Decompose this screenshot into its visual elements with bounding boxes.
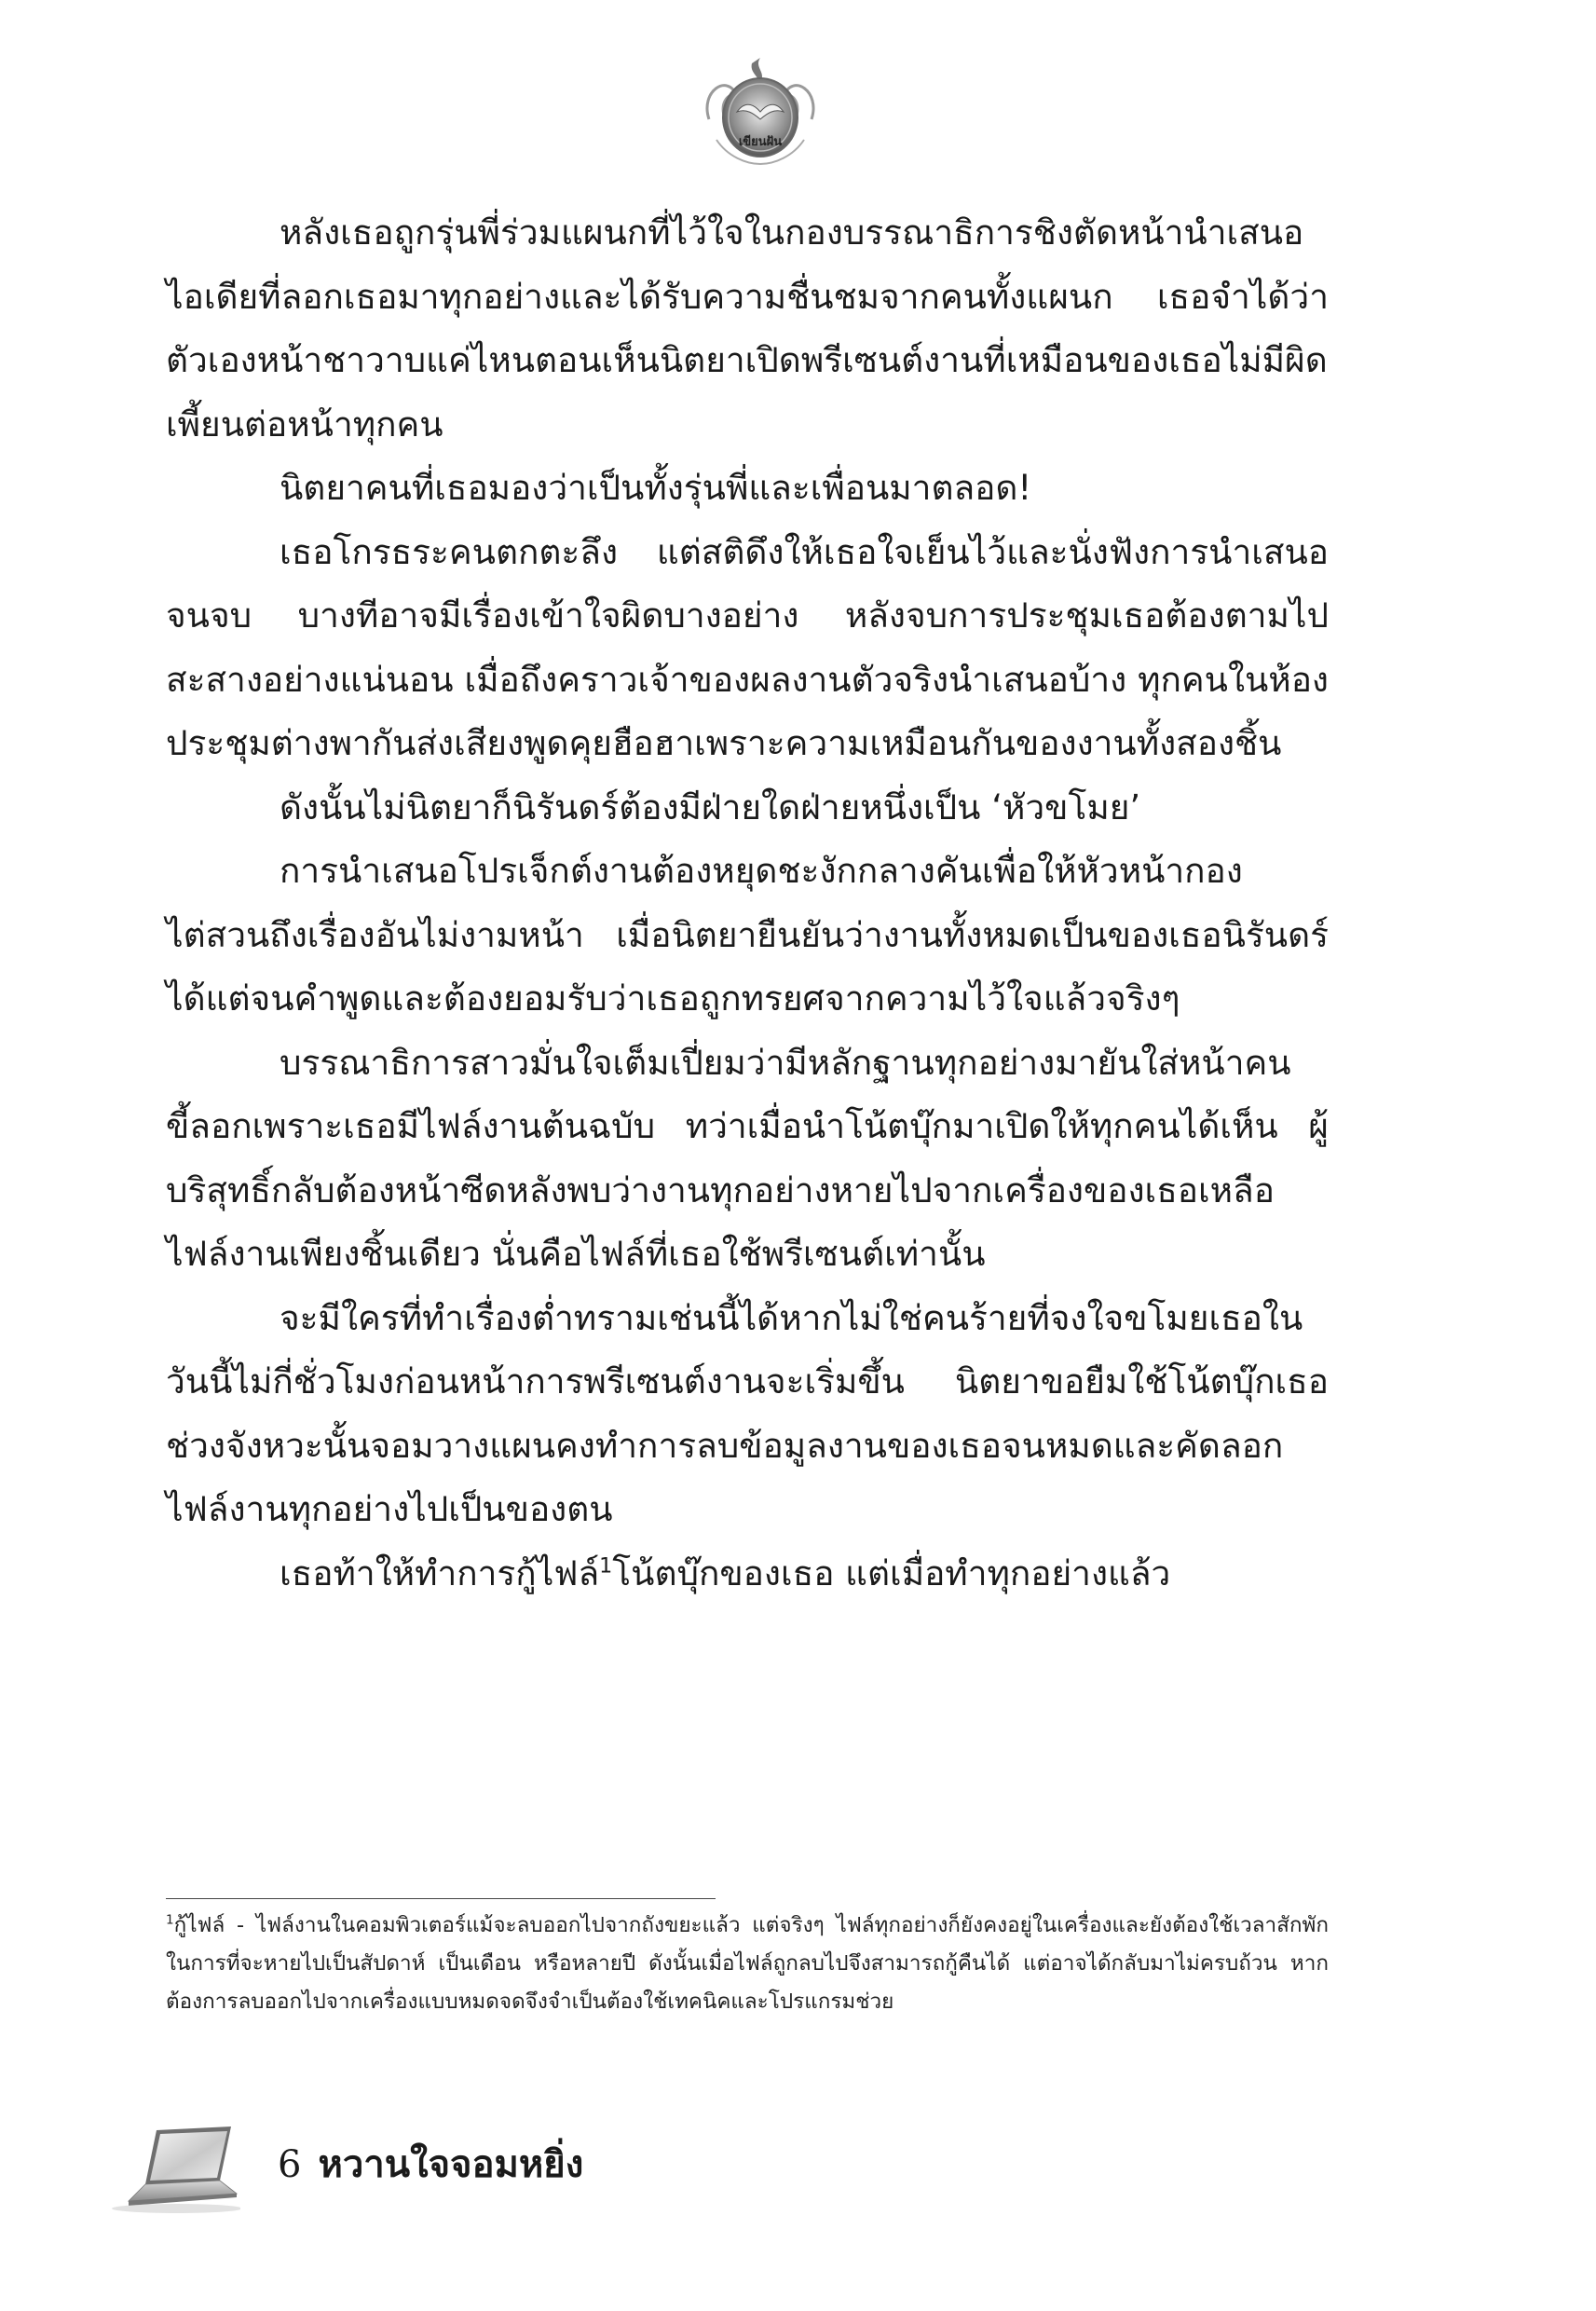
paragraph: นิตยาคนที่เธอมองว่าเป็นทั้งรุ่นพี่และเพื่อนมาตลอด! bbox=[280, 468, 1032, 508]
footnote bbox=[166, 1907, 1329, 2021]
book-title: หวานใจจอมหยิ่ง bbox=[318, 2143, 584, 2186]
paragraph: บรรณาธิการสาวมั่นใจเต็มเปี่ยมว่ามีหลักฐานทุกอย่างมายันใส่หน้าคนขี้ลอกเพราะเธอมีไฟล์งานต้นฉบับ ทว่าเมื่อนำโน้ตบุ๊กมาเปิดให้ทุกคนได้เห็น ผู้บริสุทธิ์กลับต้องหน้าซีดหลังพบว่างานทุกอย่างหายไปจากเครื่องของเธอเหลือไฟล์งานเพียงชิ้นเดียว นั่นคือไฟล์ที่เธอใช้พรีเซนต์เท่านั้น bbox=[166, 1042, 1329, 1274]
paragraph-text: เธอท้าให้ทำการกู้ไฟล์ bbox=[280, 1552, 600, 1593]
page-footer bbox=[278, 2137, 583, 2193]
paragraph: ดังนั้นไม่นิตยาก็นิรันดร์ต้องมีฝ่ายใดฝ่ายหนึ่งเป็น ‘หัวขโมย’ bbox=[280, 786, 1141, 827]
paragraph: การนำเสนอโปรเจ็กต์งานต้องหยุดชะงักกลางคันเพื่อให้หัวหน้ากองไต่สวนถึงเรื่องอันไม่งามหน้า เมื่อนิตยายืนยันว่างานทั้งหมดเป็นของเธอนิรันดร์ได้แต่จนคำพูดและต้องยอมรับว่าเธอถูกทรยศจากความไว้ใจแล้วจริงๆ bbox=[166, 851, 1329, 1019]
footnote-text: กู้ไฟล์ - ไฟล์งานในคอมพิวเตอร์แม้จะลบออกไปจากถังขยะแล้ว แต่จริงๆ ไฟล์ทุกอย่างก็ยังคงอยู่ในเครื่องและยังต้องใช้เวลาสักพักในการที่จะหายไปเป็นสัปดาห์ เป็นเดือน หรือหลายปี ดังนั้นเมื่อไฟล์ถูกลบไปจึงสามารถกู้คืนได้ แต่อาจได้กลับมาไม่ครบถ้วน หากต้องการลบออกไปจากเครื่องแบบหมดจดจึงจำเป็นต้องใช้เทคนิคและโปรแกรมช่วย bbox=[166, 1913, 1329, 2014]
footnote-reference[interactable]: 1 bbox=[599, 1553, 613, 1579]
paragraph: หลังเธอถูกรุ่นพี่ร่วมแผนกที่ไว้ใจในกองบรรณาธิการชิงตัดหน้านำเสนอไอเดียที่ลอกเธอมาทุกอย่างและได้รับความชื่นชมจากคนทั้งแผนก เธอจำได้ว่าตัวเองหน้าชาวาบแค่ไหนตอนเห็นนิตยาเปิดพรีเซนต์งานที่เหมือนของเธอไม่มีผิดเพี้ยนต่อหน้าทุกคน bbox=[166, 212, 1329, 444]
ornamental-crest-icon bbox=[700, 54, 821, 175]
body-text bbox=[166, 201, 1329, 1606]
footnote-mark: 1 bbox=[166, 1912, 174, 1928]
emblem-text: เขียนฝัน bbox=[738, 135, 783, 149]
paragraph bbox=[166, 1542, 1329, 1607]
paragraph-text: โน้ตบุ๊กของเธอ แต่เมื่อทำทุกอย่างแล้ว bbox=[612, 1552, 1171, 1593]
paragraph: จะมีใครที่ทำเรื่องต่ำทรามเช่นนี้ได้หากไม่ใช่คนร้ายที่จงใจขโมยเธอในวันนี้ไม่กี่ชั่วโมงก่อนหน้าการพรีเซนต์งานจะเริ่มขึ้น นิตยาขอยืมใช้โน้ตบุ๊กเธอ ช่วงจังหวะนั้นจอมวางแผนคงทำการลบข้อมูลงานของเธอจนหมดและคัดลอกไฟล์งานทุกอย่างไปเป็นของตน bbox=[166, 1297, 1329, 1529]
page-number: 6 bbox=[278, 2143, 302, 2186]
footnote-divider bbox=[166, 1898, 716, 1899]
paragraph: เธอโกรธระคนตกตะลึง แต่สติดึงให้เธอใจเย็นไว้และนั่งฟังการนำเสนอจนจบ บางทีอาจมีเรื่องเข้าใจผิดบางอย่าง หลังจบการประชุมเธอต้องตามไปสะสางอย่างแน่นอน เมื่อถึงคราวเจ้าของผลงานตัวจริงนำเสนอบ้าง ทุกคนในห้องประชุมต่างพากันส่งเสียงพูดคุยฮือฮาเพราะความเหมือนกันของงานทั้งสองชิ้น bbox=[166, 531, 1329, 763]
laptop-icon bbox=[91, 2123, 240, 2216]
